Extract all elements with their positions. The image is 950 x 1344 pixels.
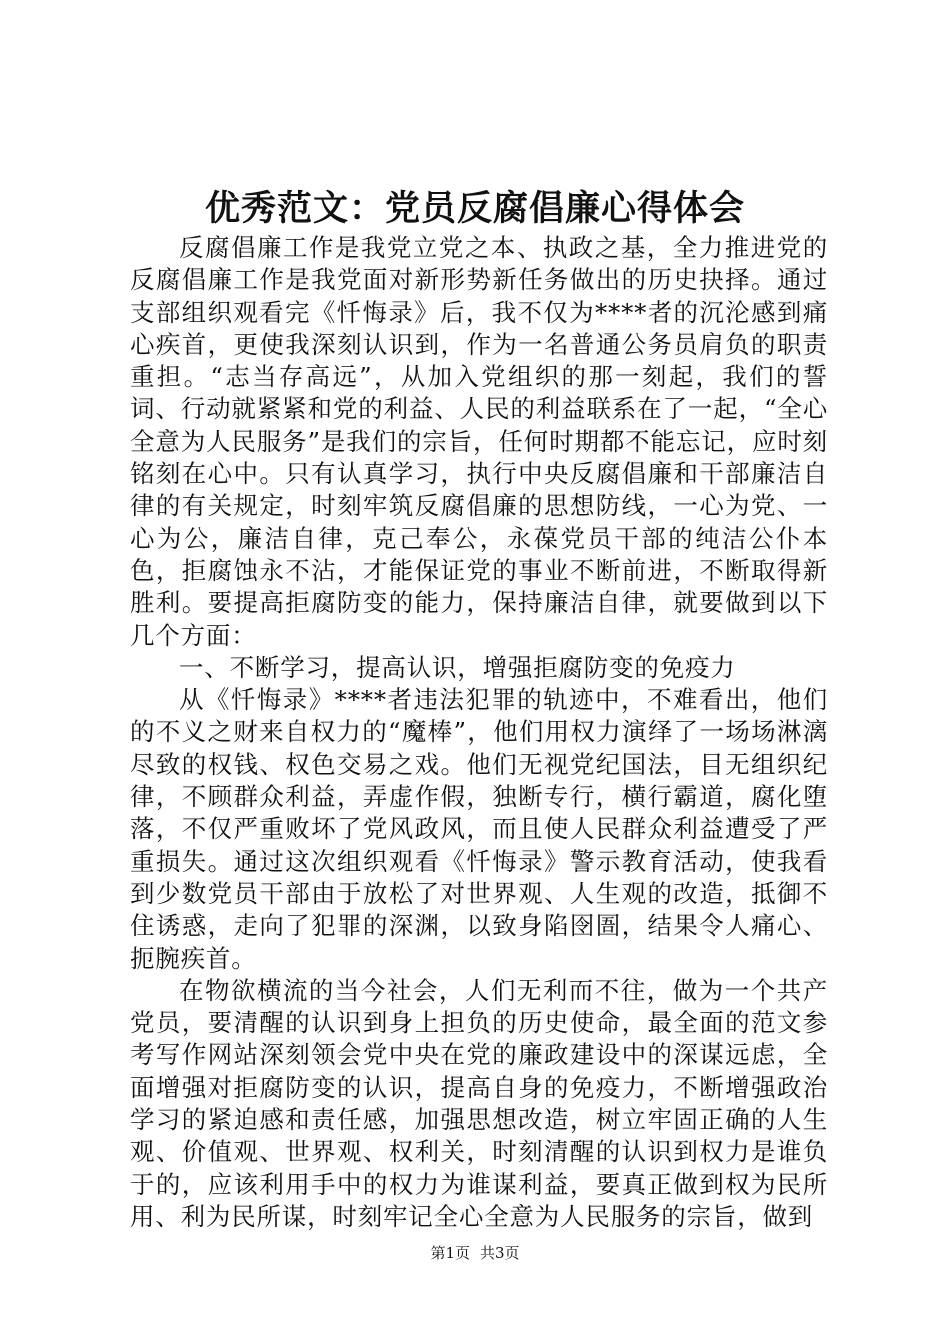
document-body: [130, 232, 828, 1233]
document-title: 优秀范文：党员反腐倡廉心得体会: [204, 189, 745, 229]
paragraph-section-1-continued: 在物欲横流的当今社会，人们无利而不往，做为一个共产党员，要清醒的认识到身上担负的历史使命，最全面的范文参考写作网站深刻领会党中央在党的廉政建设中的深谋远虑，全面增强对拒腐防变的认识，提高自身的免疫力，不断增强政治学习的紧迫感和责任感，加强思想改造，树立牢固正确的人生观、价值观、世界观、权利关，时刻清醒的认识到权力是谁负于的，应该利用手中的权力为谁谋利益，要真正做到权为民所用、利为民所谋，时刻牢记全心全意为人民服务的宗旨，做到: [130, 975, 828, 1231]
paragraph-intro: 反腐倡廉工作是我党立党之本、执政之基，全力推进党的反腐倡廉工作是我党面对新形势新任务做出的历史抉择。通过支部组织观看完《忏悔录》后，我不仅为****者的沉沦感到痛心疾首，更使我深刻认识到，作为一名普通公务员肩负的职责重担。“志当存高远”，从加入党组织的那一刻起，我们的誓词、行动就紧紧和党的利益、人民的利益联系在了一起，“全心全意为人民服务”是我们的宗旨，任何时期都不能忘记，应时刻铭刻在心中。只有认真学习，执行中央反腐倡廉和干部廉洁自律的有关规定，时刻牢筑反腐倡廉的思想防线，一心为党、一心为公，廉洁自律，克己奉公，永葆党员干部的纯洁公仆本色，拒腐蚀永不沾，才能保证党的事业不断前进，不断取得新胜利。要提高拒腐防变的能力，保持廉洁自律，就要做到以下几个方面：: [130, 233, 829, 650]
paragraph-section-1: 从《忏悔录》****者违法犯罪的轨迹中，不难看出，他们的不义之财来自权力的“魔棒”，他们用权力演绎了一场场淋漓尽致的权钱、权色交易之戏。他们无视党纪国法，目无组织纪律，不顾群众利益，弄虚作假，独断专行，横行霸道，腐化堕落，不仅严重败坏了党风政风，而且使人民群众利益遭受了严重损失。通过这次组织观看《忏悔录》警示教育活动，使我看到少数党员干部由于放松了对世界观、人生观的改造，抵御不住诱惑，走向了犯罪的深渊，以致身陷囹圄，结果令人痛心、扼腕疾首。: [130, 685, 828, 973]
page-number: 第1页: [430, 1244, 470, 1262]
page-total: 共3页: [480, 1244, 520, 1262]
section-heading-1: 一、不断学习，提高认识，增强拒腐防变的免疫力: [179, 652, 736, 682]
page-footer: [0, 1243, 950, 1263]
